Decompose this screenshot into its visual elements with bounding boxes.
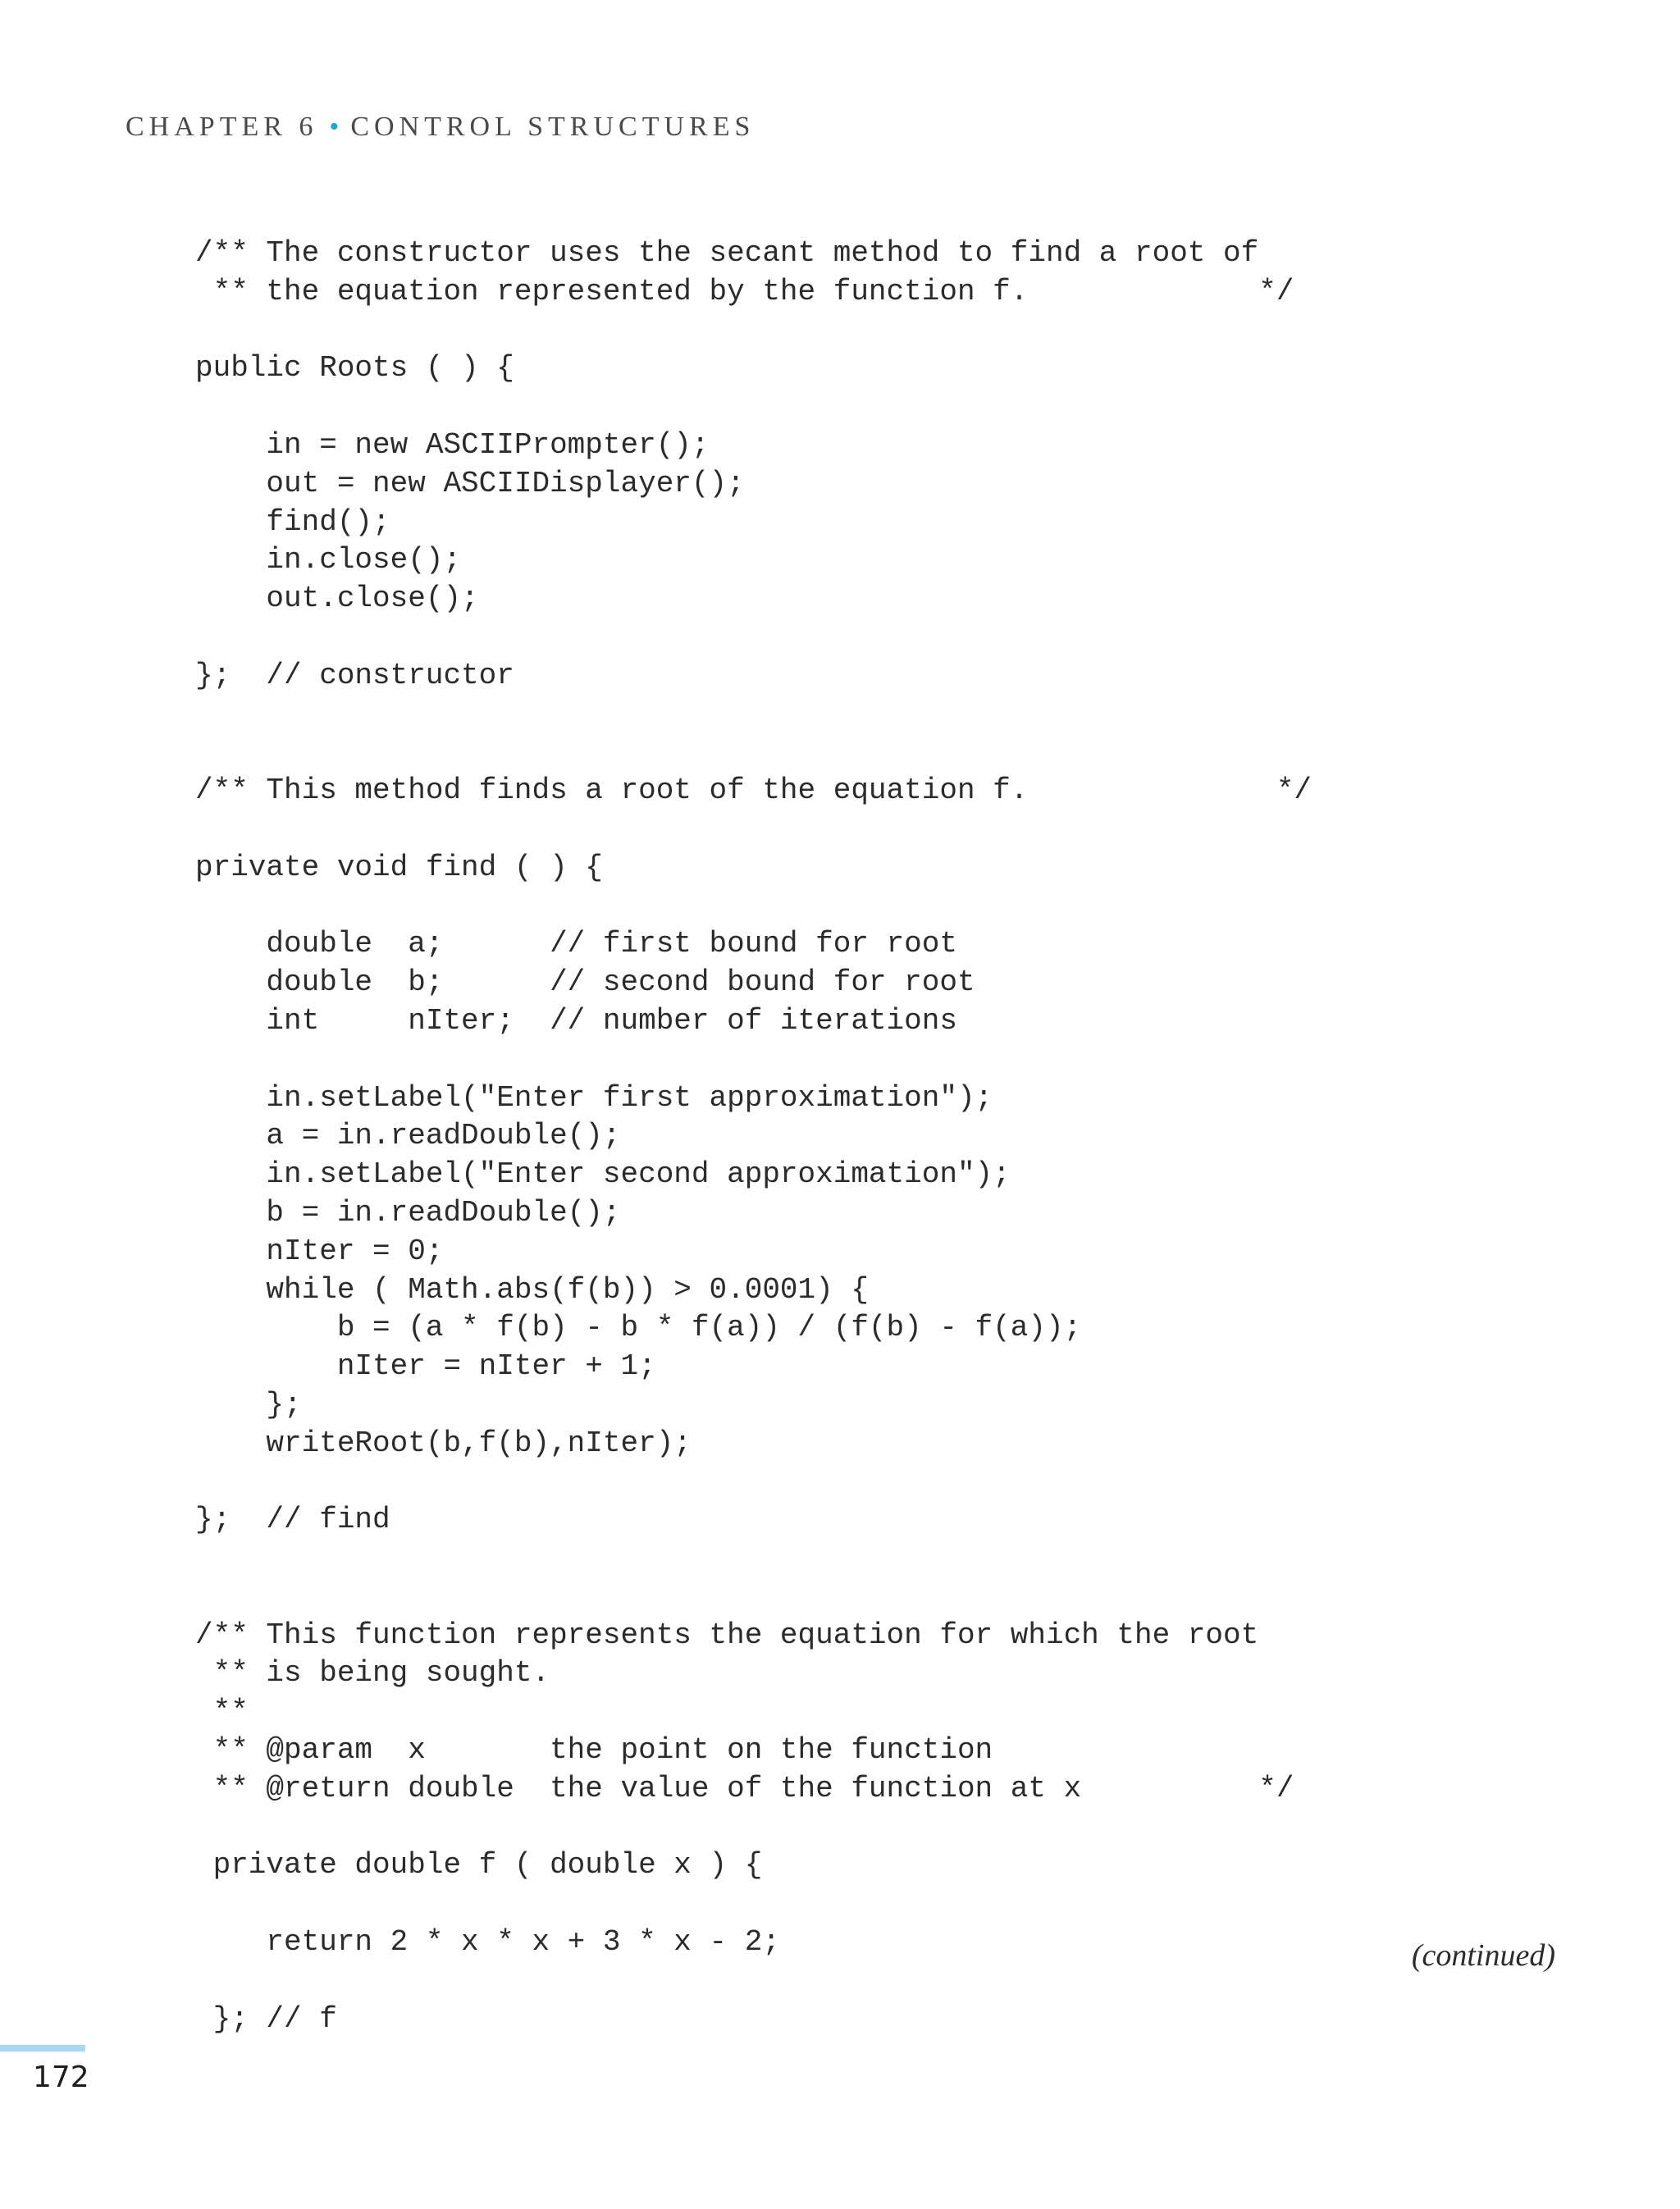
chapter-label: CHAPTER 6 bbox=[126, 112, 318, 142]
continued-note: (continued) bbox=[1411, 1938, 1555, 1973]
code-line: while ( Math.abs(f(b)) > 0.0001) { bbox=[195, 1272, 869, 1307]
blank-line bbox=[195, 312, 1590, 350]
code-line: nIter = 0; bbox=[195, 1234, 444, 1268]
blank-line bbox=[195, 1809, 1590, 1847]
blank-line bbox=[195, 618, 1590, 657]
blank-line bbox=[195, 696, 1590, 734]
blank-line bbox=[195, 388, 1590, 427]
code-line: ** the equation represented by the function f. */ bbox=[195, 274, 1294, 308]
code-line: int nIter; // number of iterations bbox=[195, 1003, 957, 1038]
code-line: nIter = nIter + 1; bbox=[195, 1349, 656, 1384]
code-line: in = new ASCIIPrompter(); bbox=[195, 427, 710, 462]
code-line: out.close(); bbox=[195, 582, 479, 616]
code-line: }; bbox=[195, 1387, 302, 1422]
blank-line bbox=[195, 1041, 1590, 1079]
code-line: b = in.readDouble(); bbox=[195, 1195, 621, 1230]
code-line: double a; // first bound for root bbox=[195, 927, 957, 961]
blank-line bbox=[195, 1962, 1590, 2001]
code-line: find(); bbox=[195, 504, 390, 539]
code-line: ** @return double the value of the function at x */ bbox=[195, 1771, 1294, 1805]
code-line: return 2 * x * x + 3 * x - 2; bbox=[195, 1925, 780, 1960]
code-line: /** The constructor uses the secant method to find a root of bbox=[195, 236, 1259, 270]
code-line: double b; // second bound for root bbox=[195, 965, 975, 1000]
blank-line bbox=[195, 810, 1590, 849]
code-line: a = in.readDouble(); bbox=[195, 1119, 621, 1153]
code-line: /** This method finds a root of the equation f. */ bbox=[195, 774, 1312, 808]
blank-line bbox=[195, 1540, 1590, 1578]
code-line: b = (a * f(b) - b * f(a)) / (f(b) - f(a)); bbox=[195, 1311, 1082, 1345]
code-line: private void find ( ) { bbox=[195, 850, 603, 884]
page-number: 172 bbox=[33, 2061, 89, 2094]
chapter-title: CONTROL STRUCTURES bbox=[350, 112, 756, 142]
running-head bbox=[126, 112, 755, 143]
code-line: }; // constructor bbox=[195, 658, 514, 692]
blank-line bbox=[195, 1578, 1590, 1617]
code-line: }; // find bbox=[195, 1503, 390, 1537]
code-line: /** This function represents the equation for which the root bbox=[195, 1618, 1259, 1652]
code-line: in.setLabel("Enter first approximation"); bbox=[195, 1080, 993, 1115]
code-line: public Roots ( ) { bbox=[195, 351, 514, 386]
code-line: ** @param x the point on the function bbox=[195, 1733, 993, 1768]
code-line: out = new ASCIIDisplayer(); bbox=[195, 466, 745, 500]
code-line: ** is being sought. bbox=[195, 1656, 550, 1691]
code-line: in.setLabel("Enter second approximation"); bbox=[195, 1157, 1011, 1192]
code-line: }; // f bbox=[195, 2001, 337, 2036]
blank-line bbox=[195, 1885, 1590, 1924]
code-line: writeRoot(b,f(b),nIter); bbox=[195, 1426, 692, 1460]
code-listing bbox=[195, 235, 1590, 2038]
blank-line bbox=[195, 888, 1590, 926]
blank-line bbox=[195, 1463, 1590, 1502]
code-line: in.close(); bbox=[195, 543, 462, 577]
header-bullet: • bbox=[329, 112, 340, 142]
code-line: private double f ( double x ) { bbox=[195, 1848, 763, 1883]
blank-line bbox=[195, 733, 1590, 772]
code-line: ** bbox=[195, 1695, 249, 1729]
page-number-rule bbox=[0, 2045, 85, 2052]
